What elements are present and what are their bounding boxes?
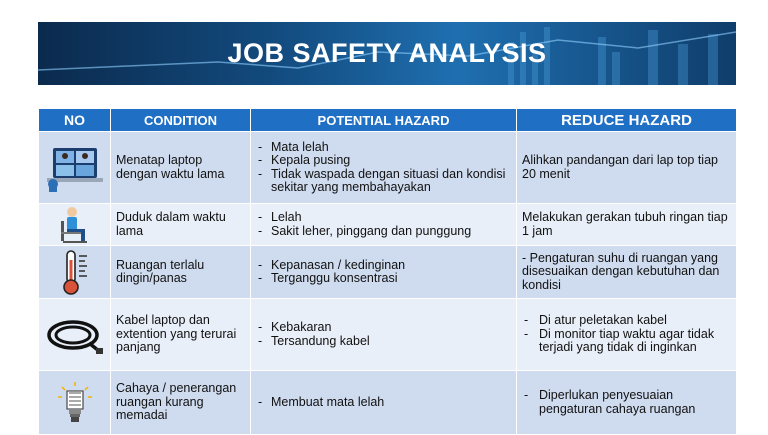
header-condition: CONDITION (111, 109, 251, 132)
table-row (39, 371, 737, 435)
hazard-cell (251, 204, 517, 246)
hazard-cell (251, 246, 517, 299)
row-icon-cell (39, 299, 111, 371)
reduce-cell (517, 371, 737, 435)
reduce-cell: - Pengaturan suhu di ruangan yang disesuaikan dengan kebutuhan dan kondisi (517, 246, 737, 299)
condition-cell: Ruangan terlalu dingin/panas (111, 246, 251, 299)
row-icon-cell (39, 246, 111, 299)
hazard-item: - Mata lelah (256, 141, 511, 155)
reduce-cell: Melakukan gerakan tubuh ringan tiap 1 jam (517, 204, 737, 246)
laptop-video-call-icon (45, 144, 105, 192)
hazard-item: - Tidak waspada dengan situasi dan kondisi sekitar yang membahayakan (256, 168, 511, 195)
hazard-item: - Kepanasan / kedinginan (256, 259, 511, 273)
table-row (39, 299, 737, 371)
page-title: JOB SAFETY ANALYSIS (227, 38, 547, 68)
reduce-cell: Alihkan pandangan dari lap top tiap 20 menit (517, 132, 737, 204)
row-icon-cell (39, 371, 111, 435)
hazard-item: - Sakit leher, pinggang dan punggung (256, 225, 511, 239)
thermometer-icon (60, 248, 90, 296)
light-bulb-icon (57, 381, 93, 425)
hazard-item: - Tersandung kabel (256, 335, 511, 349)
condition-cell: Cahaya / penerangan ruangan kurang memadai (111, 371, 251, 435)
hazard-item: - Kepala pusing (256, 154, 511, 168)
table-row (39, 246, 737, 299)
header-no: NO (39, 109, 111, 132)
header-reduce-hazard: REDUCE HAZARD (517, 109, 737, 132)
jsa-table (38, 108, 737, 435)
condition-cell: Kabel laptop dan extention yang terurai panjang (111, 299, 251, 371)
reduce-item: - Di monitor tiap waktu agar tidak terjadi yang tidak di inginkan (522, 328, 731, 355)
cable-icon (45, 313, 105, 357)
hazard-cell (251, 299, 517, 371)
title-banner (38, 22, 736, 85)
table-row (39, 204, 737, 246)
reduce-item: - Di atur peletakan kabel (522, 314, 731, 328)
reduce-cell (517, 299, 737, 371)
condition-cell: Duduk dalam waktu lama (111, 204, 251, 246)
hazard-item: - Kebakaran (256, 321, 511, 335)
reduce-item: - Diperlukan penyesuaian pengaturan cahaya ruangan (522, 389, 731, 416)
header-potential-hazard: POTENTIAL HAZARD (251, 109, 517, 132)
condition-cell: Menatap laptop dengan waktu lama (111, 132, 251, 204)
table-row (39, 132, 737, 204)
hazard-cell (251, 132, 517, 204)
hazard-item: - Membuat mata lelah (256, 396, 511, 410)
hazard-cell (251, 371, 517, 435)
row-icon-cell (39, 132, 111, 204)
person-sitting-icon (55, 205, 95, 245)
row-icon-cell (39, 204, 111, 246)
hazard-item: - Lelah (256, 211, 511, 225)
hazard-item: - Terganggu konsentrasi (256, 272, 511, 286)
